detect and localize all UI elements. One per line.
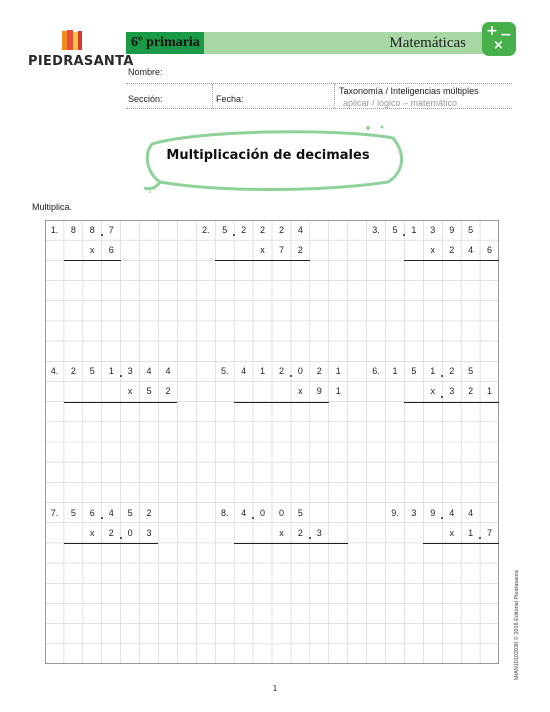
multiplicand-digit: 2 xyxy=(278,225,284,235)
multiplier-digit: 7 xyxy=(278,245,284,256)
multiply-sign: x xyxy=(279,527,284,538)
decimal-point xyxy=(101,517,103,519)
grade-label: 6º primaria xyxy=(126,32,204,54)
publisher-logo xyxy=(28,28,134,72)
problem-label: 2. xyxy=(202,225,210,235)
multiplier-digit: 1 xyxy=(487,386,493,397)
publisher-name: PIEDRASANTA xyxy=(28,54,134,69)
multiplicand-digit: 2 xyxy=(278,366,284,377)
multiplicand-digit: 7 xyxy=(108,225,114,235)
multiplicand-digit: 5 xyxy=(89,366,95,377)
multiplicand-digit: 0 xyxy=(278,507,284,518)
multiplier-digit: 6 xyxy=(487,245,493,256)
problem-label: 4. xyxy=(50,366,59,377)
multiplicand-digit: 4 xyxy=(165,366,171,377)
product-line xyxy=(404,402,499,403)
decimal-point xyxy=(120,537,122,539)
multiplier-digit: 2 xyxy=(165,386,171,397)
multiplicand-digit: 9 xyxy=(430,507,436,518)
name-line xyxy=(126,83,512,84)
multiplicand-digit: 3 xyxy=(411,507,417,518)
multiplicand-digit: 5 xyxy=(468,225,474,235)
grid-lines xyxy=(45,220,499,664)
decimal-point xyxy=(441,396,443,398)
multiplicand-digit: 4 xyxy=(468,507,474,518)
multiplicand-digit: 2 xyxy=(316,366,322,377)
multiplicand-digit: 4 xyxy=(297,225,303,235)
problem-label: 3. xyxy=(372,225,380,235)
problem-label: 9. xyxy=(391,507,399,518)
multiplicand-digit: 2 xyxy=(146,507,152,518)
multiplicand-digit: 6 xyxy=(89,507,95,518)
multiplicand-digit: 1 xyxy=(411,225,417,235)
multiplicand-digit: 4 xyxy=(241,366,247,377)
problem-label: 7. xyxy=(50,507,59,518)
multiplier-digit: 2 xyxy=(468,386,474,397)
taxonomy-label: Taxonomía / Inteligencias múltiples xyxy=(339,86,479,96)
multiplicand-digit: 0 xyxy=(260,507,266,518)
multiplier-digit: 0 xyxy=(127,527,133,538)
multiplier-digit: 2 xyxy=(108,527,114,538)
multiplicand-digit: 5 xyxy=(392,225,398,235)
multiplicand-digit: 8 xyxy=(70,225,76,235)
multiplier-digit: 7 xyxy=(487,527,493,538)
multiplier-digit: 3 xyxy=(146,527,152,538)
multiplier-digit: 3 xyxy=(316,527,322,538)
multiplier-digit: 6 xyxy=(108,245,114,256)
multiplicand-digit: 4 xyxy=(146,366,152,377)
multiply-sign: x xyxy=(430,386,436,397)
multiplicand-digit: 8 xyxy=(89,225,95,235)
multiplicand-digit: 5 xyxy=(70,507,76,518)
section-line xyxy=(126,108,512,109)
multiplier-digit: 3 xyxy=(449,386,455,397)
multiplicand-digit: 5 xyxy=(297,507,303,518)
multiply-sign: x xyxy=(90,245,95,256)
multiplier-digit: 1 xyxy=(335,386,341,397)
multiplicand-digit: 4 xyxy=(241,507,247,518)
product-line xyxy=(423,543,499,544)
multiplier-digit: 9 xyxy=(316,386,322,397)
multiplier-digit: 2 xyxy=(449,245,455,256)
multiply-sign: x xyxy=(430,245,436,256)
decimal-point xyxy=(252,517,254,519)
multiplicand-digit: 5 xyxy=(411,366,417,377)
problem-label: 8. xyxy=(220,507,229,518)
multiplicand-digit: 3 xyxy=(430,225,436,235)
field-divider xyxy=(212,84,213,108)
math-operations-icon: + − × xyxy=(482,22,516,56)
taxonomy-value: aplicar / lógico – matemático xyxy=(343,98,458,108)
decimal-point xyxy=(101,234,103,236)
multiplicand-digit: 2 xyxy=(70,366,76,377)
product-line xyxy=(234,543,348,544)
name-label: Nombre: xyxy=(128,67,163,77)
multiplicand-digit: 1 xyxy=(108,366,114,377)
decimal-point xyxy=(309,537,311,539)
multiplicand-digit: 1 xyxy=(260,366,266,377)
product-line xyxy=(64,543,159,544)
multiplier-digit: 2 xyxy=(297,245,303,256)
multiply-sign: x xyxy=(449,527,454,538)
multiply-sign: x xyxy=(127,386,133,397)
page-number: 1 xyxy=(272,684,278,693)
product-line xyxy=(404,260,499,261)
date-label: Fecha: xyxy=(216,94,244,104)
product-line xyxy=(64,260,121,261)
worksheet-title: Multiplicación de decimales xyxy=(166,148,370,163)
section-label: Sección: xyxy=(128,94,163,104)
multiplicand-digit: 0 xyxy=(297,366,303,377)
multiplicand-digit: 9 xyxy=(449,225,455,235)
instruction: Multiplica. xyxy=(32,202,73,212)
field-divider xyxy=(334,84,335,108)
book-logo-icon xyxy=(60,28,84,52)
work-grid xyxy=(45,220,499,664)
multiplicand-digit: 2 xyxy=(449,366,455,377)
multiplicand-digit: 4 xyxy=(449,507,455,518)
multiplicand-digit: 1 xyxy=(335,366,341,377)
multiplicand-digit: 2 xyxy=(241,225,247,235)
multiplicand-digit: 2 xyxy=(260,225,266,235)
problem-label: 5. xyxy=(220,366,229,377)
multiplicand-digit: 5 xyxy=(468,366,474,377)
multiply-sign: x xyxy=(298,386,303,397)
subject-title: Matemáticas xyxy=(389,35,466,51)
multiply-sign: x xyxy=(260,245,265,256)
product-line xyxy=(215,260,310,261)
multiplicand-digit: 5 xyxy=(222,225,228,235)
problem-label: 1. xyxy=(50,225,59,235)
multiplicand-digit: 1 xyxy=(430,366,436,377)
product-line xyxy=(234,402,329,403)
copyright-note: MtAN10102030 © 2018 Editorial Piedrasanta xyxy=(514,570,520,680)
multiplier-digit: 4 xyxy=(468,245,474,256)
decimal-point xyxy=(479,537,481,539)
product-line xyxy=(64,402,178,403)
multiplicand-digit: 4 xyxy=(108,507,114,518)
multiplicand-digit: 5 xyxy=(127,507,133,518)
multiply-sign: x xyxy=(90,527,95,538)
problem-label: 6. xyxy=(372,366,380,377)
multiplicand-digit: 3 xyxy=(127,366,133,377)
multiplier-digit: 1 xyxy=(468,527,474,538)
multiplicand-digit: 1 xyxy=(392,366,398,377)
multiplier-digit: 5 xyxy=(146,386,152,397)
multiplier-digit: 2 xyxy=(297,527,303,538)
